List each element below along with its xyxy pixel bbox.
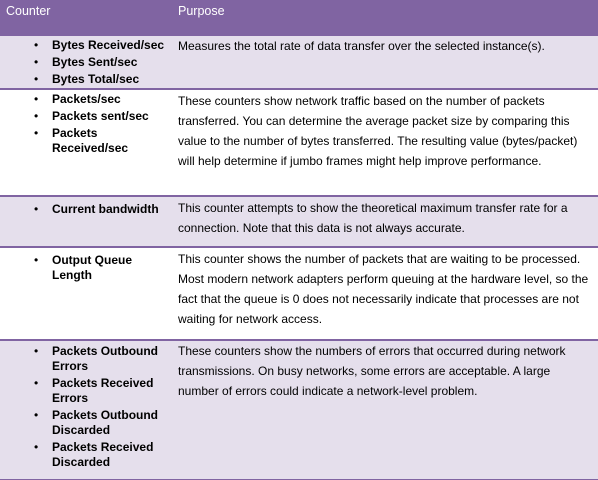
counter-item: • Packets/sec (0, 92, 172, 107)
purpose-cell: This counter shows the number of packets that are waiting to be processed. Most modern network adapters perform queuing at the hardware level, so the fact that the queue is 0 does not necessarily indicate that processes are not waiting for network access. (178, 252, 589, 326)
purpose-cell: These counters show network traffic based on the number of packets transferred. You can determine the average packet size by comparing this value to the number of bytes transferred. The resulting value (bytes/packet) will help determine if jumbo frames might help improve performance. (178, 94, 578, 168)
purpose-cell: These counters show the numbers of errors that occurred during network transmissions. On busy networks, some errors are acceptable. A large number of errors could indicate a network-level problem. (178, 344, 566, 398)
counter-cell (0, 92, 172, 158)
table-row (0, 89, 598, 196)
counter-cell (0, 253, 172, 285)
counter-cell (0, 344, 172, 472)
header-purpose: Purpose (178, 4, 225, 18)
table-row (0, 196, 598, 247)
table-header (0, 0, 598, 35)
counter-list (0, 344, 172, 470)
counter-cell (0, 38, 172, 89)
counter-list (0, 92, 172, 156)
counter-item: • Packets sent/sec (0, 109, 172, 124)
counter-item: • Bytes Total/sec (0, 72, 172, 87)
table-row (0, 340, 598, 480)
counter-item: • Output Queue Length (0, 253, 172, 283)
counter-list (0, 38, 172, 87)
counter-item: • Bytes Received/sec (0, 38, 172, 53)
counter-list (0, 202, 172, 217)
counter-item: • Current bandwidth (0, 202, 172, 217)
counter-item: • Packets Outbound Discarded (0, 408, 172, 438)
counter-item: • Packets Received/sec (0, 126, 172, 156)
counter-item: • Bytes Sent/sec (0, 55, 172, 70)
purpose-cell: Measures the total rate of data transfer over the selected instance(s). (178, 39, 545, 53)
counter-cell (0, 202, 172, 219)
purpose-cell: This counter attempts to show the theoretical maximum transfer rate for a connection. Note that this data is not always accurate. (178, 201, 568, 235)
counter-item: • Packets Received Discarded (0, 440, 172, 470)
counter-item: • Packets Received Errors (0, 376, 172, 406)
counter-list (0, 253, 172, 283)
header-counter: Counter (6, 4, 51, 18)
counter-item: • Packets Outbound Errors (0, 344, 172, 374)
table-row (0, 247, 598, 340)
table-row (0, 35, 598, 89)
